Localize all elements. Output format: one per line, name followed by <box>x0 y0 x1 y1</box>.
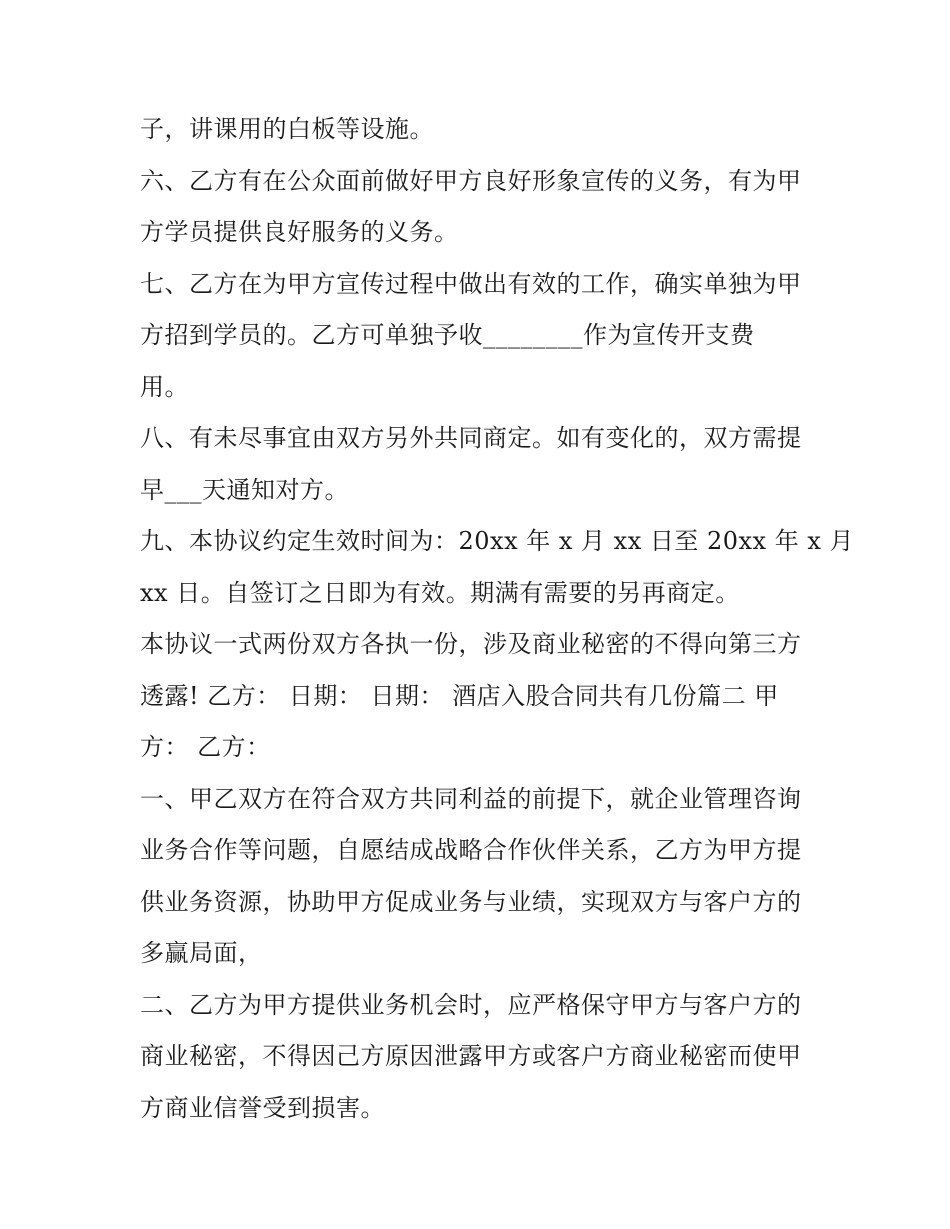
text-line: 透露! 乙方： 日期： 日期： 酒店入股合同共有几份篇二 甲 <box>140 681 779 710</box>
text-line: 一、甲乙双方在符合双方共同利益的前提下，就企业管理咨询 <box>140 784 802 813</box>
text-line: 子，讲课用的白板等设施。 <box>140 115 434 143</box>
text-line: 方商业信誉受到损害。 <box>140 1093 385 1122</box>
text-line: xx 日。自签订之日即为有效。期满有需要的另再商定。 <box>140 578 740 607</box>
text-line: 供业务资源，协助甲方促成业务与业绩，实现双方与客户方的 <box>140 887 802 916</box>
text-line: 方学员提供良好服务的义务。 <box>140 218 459 246</box>
text-line: 二、乙方为甲方提供业务机会时，应严格保守甲方与客户方的 <box>140 990 802 1019</box>
text-line: 六、乙方有在公众面前做好甲方良好形象宣传的义务，有为甲 <box>140 166 802 195</box>
text-line: 方： 乙方： <box>140 733 271 761</box>
text-line: 多赢局面， <box>140 939 263 967</box>
text-line: 商业秘密，不得因己方原因泄露甲方或客户方商业秘密而使甲 <box>140 1042 802 1070</box>
text-line: 方招到学员的。乙方可单独予收________作为宣传开支费 <box>140 321 755 349</box>
text-line: 九、本协议约定生效时间为：20xx 年 x 月 xx 日至 20xx 年 x 月 <box>140 527 855 555</box>
text-line: 本协议一式两份双方各执一份，涉及商业秘密的不得向第三方 <box>140 630 802 658</box>
text-line: 早___天通知对方。 <box>140 475 349 504</box>
text-line: 八、有未尽事宜由双方另外共同商定。如有变化的，双方需提 <box>140 424 802 452</box>
text-line: 用。 <box>140 372 189 401</box>
text-line: 业务合作等问题，自愿结成战略合作伙伴关系，乙方为甲方提 <box>140 836 802 864</box>
document-body <box>140 104 855 1134</box>
text-line: 七、乙方在为甲方宣传过程中做出有效的工作，确实单独为甲 <box>140 269 802 298</box>
